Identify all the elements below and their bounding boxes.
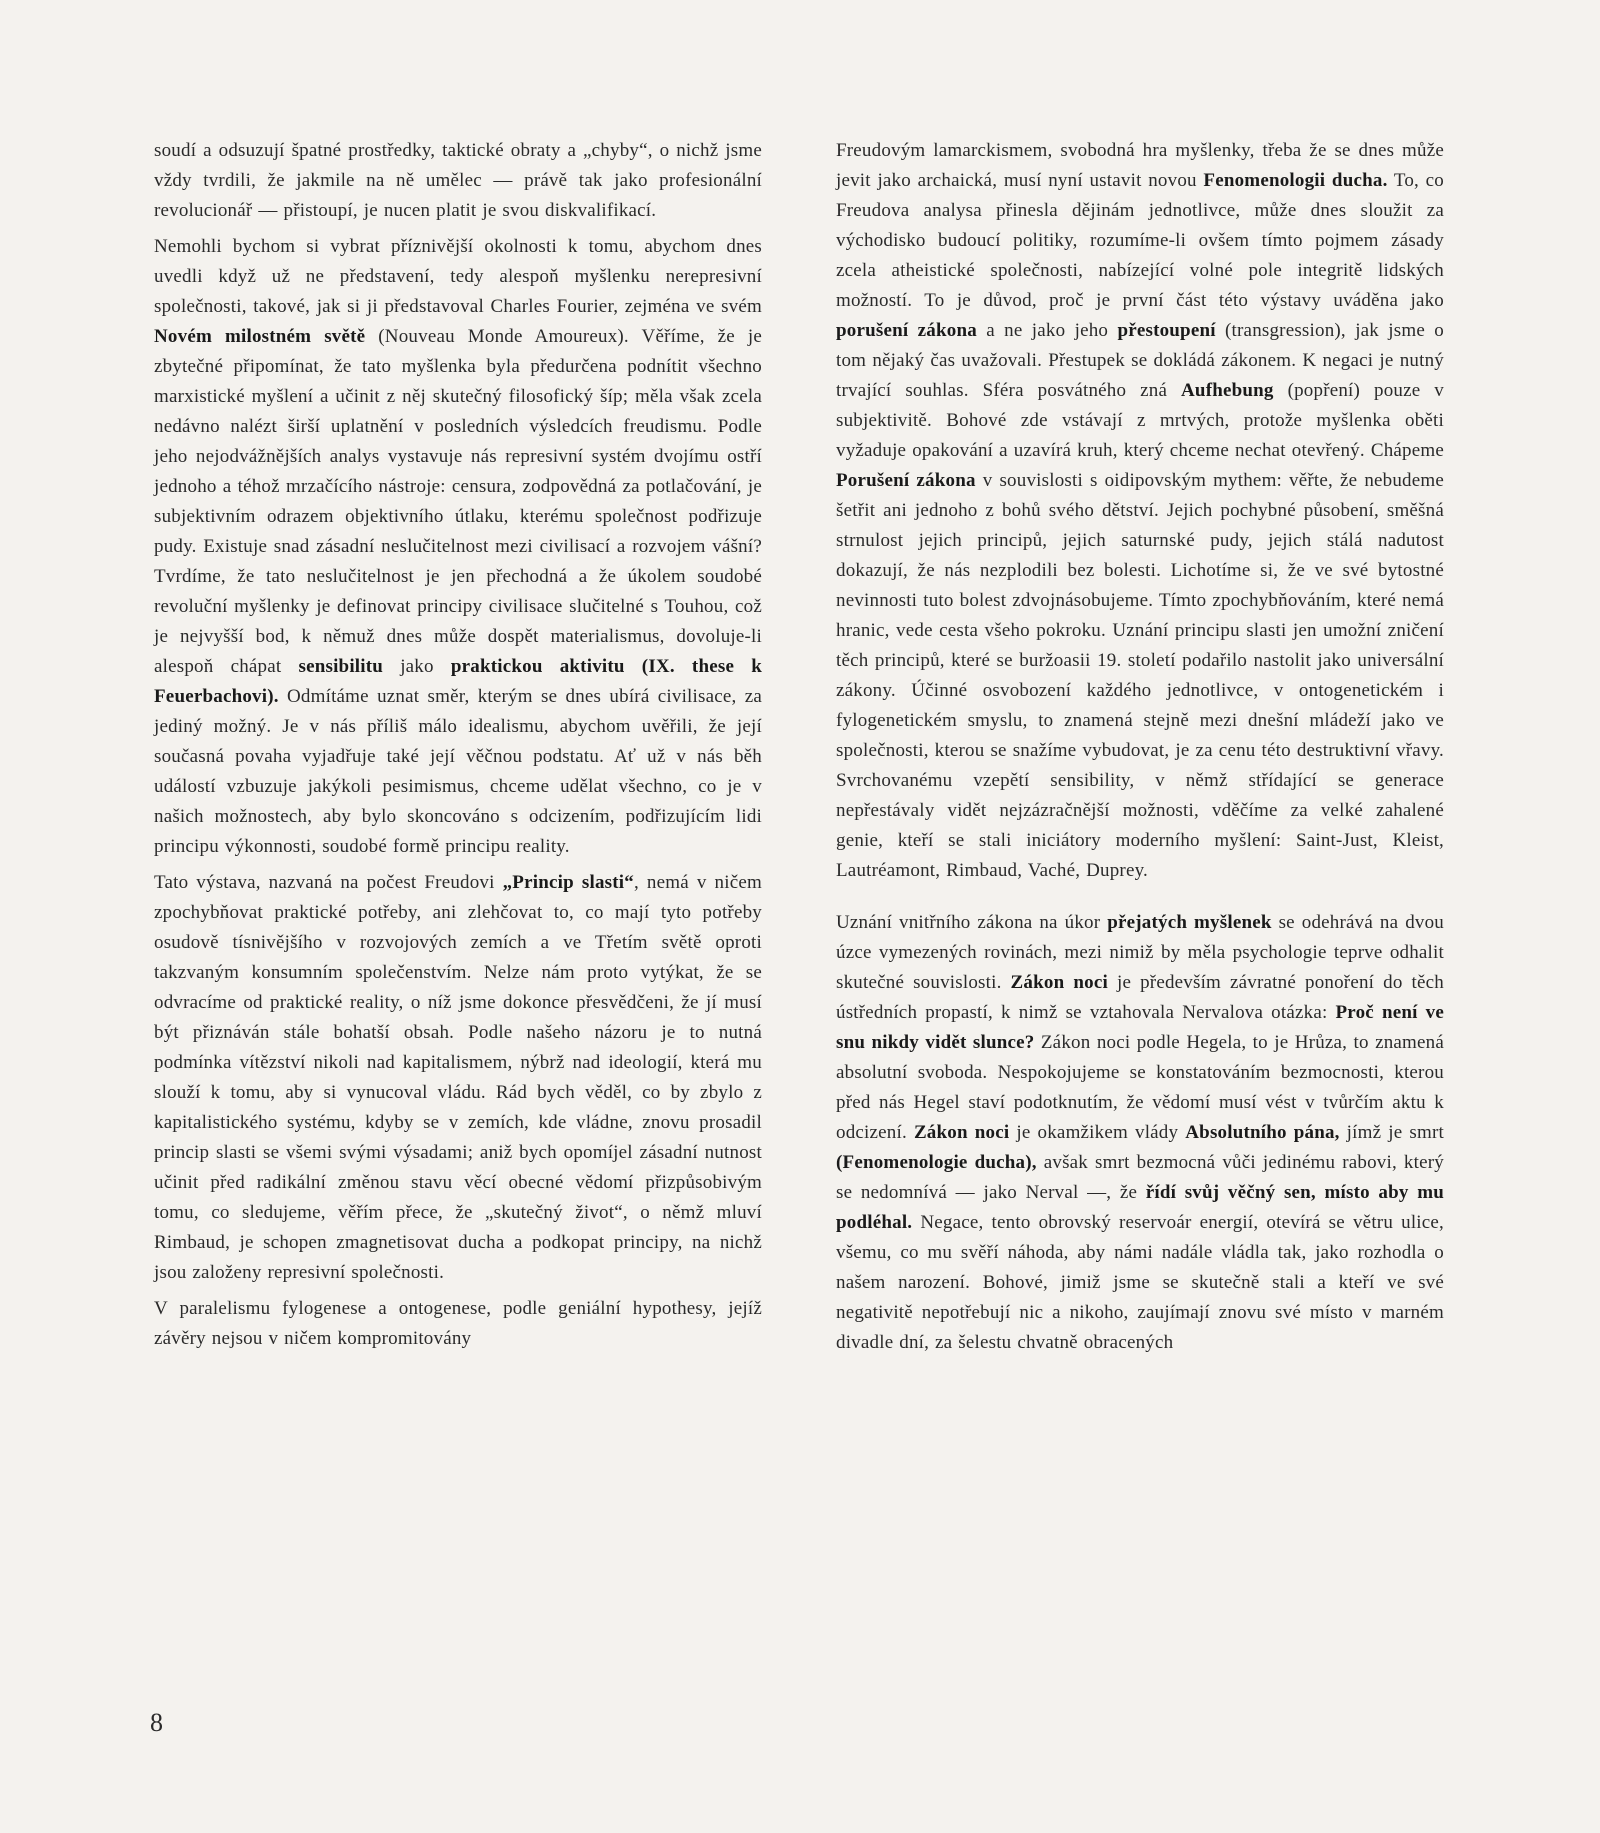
left-paragraph-1: soudí a odsuzují špatné prostředky, taktické obraty a „chyby“, o nichž jsme vždy tvrdili, že jakmile na ně umělec — právě tak jako profesionální revolucionář — přistoupí, je nucen platit je svou diskvalifikací. — [154, 140, 762, 221]
left-paragraph-2 — [154, 232, 762, 862]
bold-phrase: praktickou aktivitu (IX. these k Feuerbachovi). — [154, 656, 762, 707]
bold-phrase: Fenomenologii ducha. — [1203, 170, 1388, 191]
text-run: Zákon noci podle Hegela, to je Hrůza, to znamená absolutní svoboda. Nespokojujeme se konstatováním bezmocnosti, kterou před nás Hegel staví podotknutím, že vědomí musí vést v tvůrčím aktu k odcizení. — [836, 1032, 1444, 1143]
text-run: avšak smrt bezmocná vůči jedinému rabovi, který se nedomnívá — jako Nerval —, že — [836, 1152, 1444, 1203]
bold-phrase: Absolutního pána, — [1185, 1122, 1340, 1143]
text-run: v souvislosti s oidipovským mythem: věřte, že nebudeme šetřit ani jednoho z bohů svého dětství. Jejich pochybné působení, směšná strnulost jejich principů, jejich saturnské pudy, jejich stálá nadutost dokazují, že nás nezplodili bez bolesti. Lichotíme si, že ve své bytostné nevinnosti tuto bolest zdvojnásobujeme. Tímto zpochybňováním, které nemá hranic, vede cesta všeho pokroku. Uznání principu slasti jen umožní zničení těch principů, které se buržoasii 19. století podařilo nastolit jako universální zákony. Účinné osvobození každého jednotlivce, v ontogenetickém i fylogenetickém smyslu, to znamená stejně mezi dnešní mládeží jako ve společnosti, kterou se snažíme vybudovat, je za cenu této destruktivní vřavy. Svrchovanému vzepětí sensibility, v němž střídající se generace nepřestávaly vidět nejzázračnější možnosti, vděčíme za velké zahalené genie, kteří se stali iniciátory moderního myšlení: Saint-Just, Kleist, Lautréamont, Rimbaud, Vaché, Duprey. — [836, 470, 1444, 881]
right-column — [836, 136, 1444, 1358]
bold-phrase: sensibilitu — [298, 656, 384, 677]
text-run: Uznání vnitřního zákona na úkor — [836, 912, 1108, 933]
bold-phrase: řídí svůj věčný sen, místo aby mu podléhal. — [836, 1182, 1444, 1233]
bold-phrase: Porušení zákona — [836, 470, 976, 491]
right-paragraph-2 — [836, 908, 1444, 1358]
right-paragraph-1 — [836, 136, 1444, 886]
bold-phrase: Proč není ve snu nikdy vidět slunce? — [836, 1002, 1445, 1053]
text-run: To, co Freudova analysa přinesla dějinám jednotlivce, může dnes sloužit za východisko budoucí politiky, rozumíme-li ovšem tímto pojmem zásady zcela atheistické společnosti, nabízející volné pole integritě lidských možností. To je důvod, proč je první část této výstavy uváděna jako — [836, 170, 1444, 311]
text-run: , nemá v ničem zpochybňovat praktické potřeby, ani zlehčovat to, co mají tyto potřeby osudově tísnivějšího v rozvojových zemích a ve Třetím světě oproti takzvaným konsumním společenstvím. Nelze nám proto vytýkat, že se odvracíme od praktické reality, o níž jsme dokonce přesvědčeni, že jí musí být přiznáván stále bohatší obsah. Podle našeho názoru je to nutná podmínka vítězství nikoli nad kapitalismem, nýbrž nad ideologií, která mu slouží k tomu, aby si vynucoval vládu. Rád bych věděl, co by zbylo z kapitalistického systému, kdyby se v zemích, kde vládne, znovu prosadil princip slasti se všemi svými výsadami; aniž bych opomíjel zásadní nutnost učinit před radikální změnou stavu věcí obecné vědomí přizpůsobivým tomu, co sledujeme, věřím přece, že „skutečný život“, o němž mluví Rimbaud, je schopen zmagnetisovat ducha a podkopat principy, na nichž jsou založeny represivní společnosti. — [154, 872, 762, 1283]
text-run: a ne jako jeho — [976, 320, 1118, 341]
text-run: Freudovým lamarckismem, svobodná hra myšlenky, třeba že se dnes může jevit jako archaická, musí nyní ustavit novou — [836, 140, 1444, 191]
bold-phrase: Zákon noci — [913, 1122, 1010, 1143]
text-run: Nemohli bychom si vybrat příznivější okolnosti k tomu, abychom dnes uvedli když už ne představení, tedy alespoň myšlenku nerepresivní společnosti, takové, jak si ji představoval Charles Fourier, zejména ve svém — [154, 236, 762, 317]
bold-phrase: přestoupení — [1117, 320, 1216, 341]
left-column — [154, 136, 762, 1354]
text-run: je okamžikem vlády — [1009, 1122, 1186, 1143]
text-run: (Nouveau Monde Amoureux). Věříme, že je zbytečné připomínat, že tato myšlenka byla předurčena podnítit všechno marxistické myšlení a učinit z něj skutečný filosofický šíp; měla však zcela nedávno nalézt širší uplatnění v posledních výsledcích freudismu. Podle jeho nejodvážnějších analys vystavuje nás represivní systém dvojímu ostří jednoho a téhož mrzačícího nástroje: censura, zodpovědná za potlačování, je subjektivním odrazem objektivního útlaku, kterému společnost podřizuje pudy. Existuje snad zásadní neslučitelnost mezi civilisací a rozvojem vášní? Tvrdíme, že tato neslučitelnost je jen přechodná a že úkolem soudobé revoluční myšlenky je definovat principy civilisace slučitelné s Touhou, což je nejvyšší bod, k němuž dnes může dospět materialismus, dovoluje-li alespoň chápat — [154, 326, 762, 677]
page-number: 8 — [150, 1708, 163, 1737]
bold-phrase: „Princip slasti“ — [502, 872, 634, 893]
text-run: (popření) pouze v subjektivitě. Bohové zde vstávají z mrtvých, protože myšlenka oběti vyžaduje opakování a uzavírá kruh, který chceme nechat otevřený. Chápeme — [836, 380, 1444, 461]
text-run: (transgression), jak jsme o tom nějaký čas uvažovali. Přestupek se dokládá zákonem. K negaci je nutný trvající souhlas. Sféra posvátného zná — [836, 320, 1444, 401]
text-run: je především závratné ponoření do těch ústředních propastí, k nimž se vztahovala Nervalova otázka: — [836, 972, 1444, 1023]
text-run: jako — [383, 656, 451, 677]
bold-phrase: Aufhebung — [1181, 380, 1274, 401]
bold-phrase: Novém milostném světě — [154, 326, 366, 347]
text-run: Odmítáme uznat směr, kterým se dnes ubírá civilisace, za jediný možný. Je v nás příliš málo idealismu, abychom uvěřili, že její současná povaha vyjadřuje také její věčnou podstatu. Ať už v nás běh událostí vzbuzuje jakýkoli pesimismus, chceme udělat všechno, co je v našich možnostech, aby bylo skoncováno s odcizením, podřizujícím lidi principu výkonnosti, soudobé formě principu reality. — [154, 686, 762, 857]
text-run: jímž je smrt — [1339, 1122, 1444, 1143]
bold-phrase: přejatých myšlenek — [1107, 912, 1272, 933]
bold-phrase: Zákon noci — [1010, 972, 1108, 993]
left-paragraph-3 — [154, 868, 762, 1288]
left-paragraph-4: V paralelismu fylogenese a ontogenese, podle geniální hypothesy, jejíž závěry nejsou v ničem kompromitovány — [154, 1298, 762, 1349]
text-run: se odehrává na dvou úzce vymezených rovinách, mezi nimiž by měla psychologie teprve odhalit skutečné souvislosti. — [836, 912, 1444, 993]
bold-phrase: porušení zákona — [836, 320, 977, 341]
text-run: Negace, tento obrovský reservoár energií, otevírá se větru ulice, všemu, co mu svěří náhoda, aby námi nadále vládla tak, jako rozhodla o našem narození. Bohové, jimiž jsme se skutečně stali a kteří ve své negativitě nepotřebují nic a nikoho, zaujímají znovu své místo v marném divadle dní, za šelestu chvatně obracených — [836, 1212, 1444, 1353]
text-run: Tato výstava, nazvaná na počest Freudovi — [154, 872, 503, 893]
bold-phrase: (Fenomenologie ducha), — [836, 1152, 1037, 1173]
